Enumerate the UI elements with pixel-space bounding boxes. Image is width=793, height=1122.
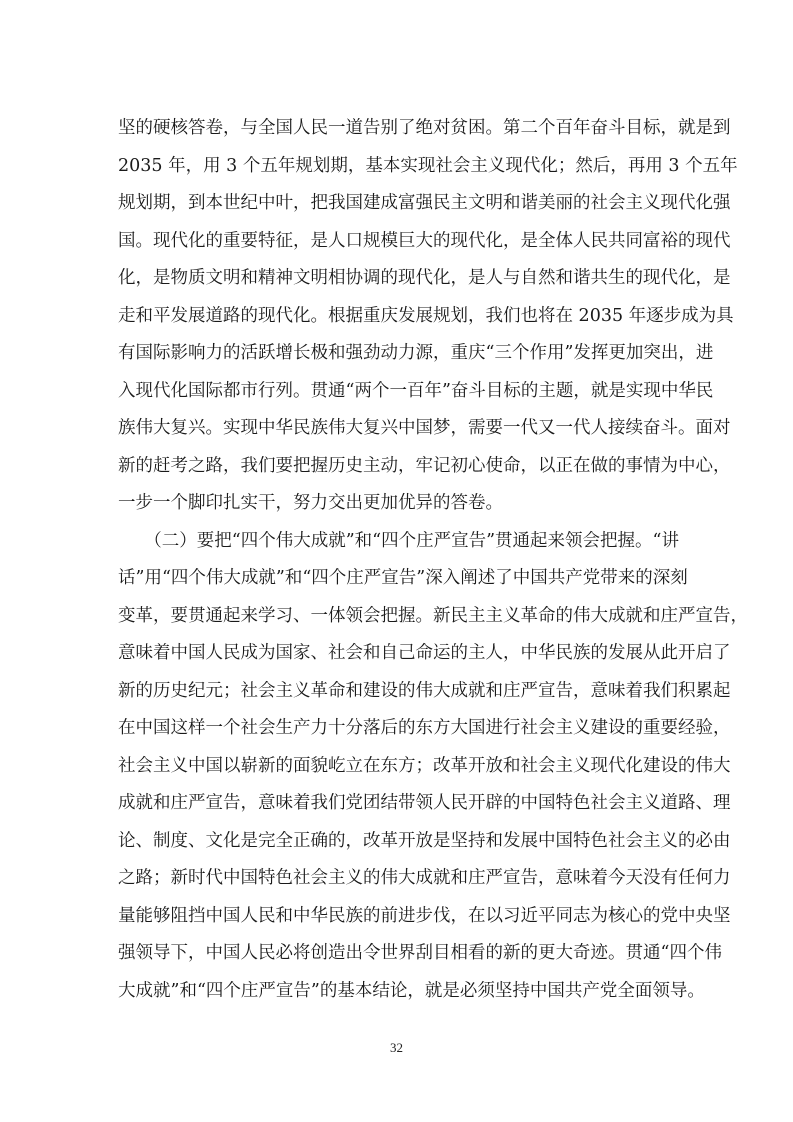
text-line: （二）要把“四个伟大成就”和“四个庄严宣告”贯通起来领会把握。“讲 [118,530,679,551]
document-body [118,110,748,1010]
text-line: 成就和庄严宣告，意味着我们党团结带领人民开辟的中国特色社会主义道路、理 [118,793,731,813]
text-line: 之路；新时代中国特色社会主义的伟大成就和庄严宣告，意味着今天没有任何力 [118,868,731,888]
text-line: 大成就”和“四个庄严宣告”的基本结论，就是必须坚持中国共产党全面领导。 [118,980,705,1001]
text-line: 新的历史纪元；社会主义革命和建设的伟大成就和庄严宣告，意味着我们积累起 [118,680,731,701]
text-line: 入现代化国际都市行列。贯通“两个一百年”奋斗目标的主题，就是实现中华民 [118,380,714,401]
paragraph-1 [118,110,738,523]
paragraph-2 [118,523,748,1011]
text-line: 新的赶考之路，我们要把握历史主动，牢记初心使命，以正在做的事情为中心， [118,455,731,476]
text-line: 有国际影响力的活跃增长极和强劲动力源，重庆“三个作用”发挥更加突出，进 [118,343,714,363]
text-line: 坚的硬核答卷，与全国人民一道告别了绝对贫困。第二个百年奋斗目标，就是到 [118,118,731,138]
text-line: 2035 年，用 3 个五年规划期，基本实现社会主义现代化；然后，再用 3 个五年 [118,155,738,176]
text-line: 规划期，到本世纪中叶，把我国建成富强民主文明和谐美丽的社会主义现代化强 [118,193,731,213]
text-line: 在中国这样一个社会生产力十分落后的东方大国进行社会主义建设的重要经验， [118,718,731,738]
text-line: 强领导下，中国人民必将创造出令世界刮目相看的新的更大奇迹。贯通“四个伟 [118,943,722,963]
text-line: 量能够阻挡中国人民和中华民族的前进步伐，在以习近平同志为核心的党中央坚 [118,905,731,926]
text-line: 论、制度、文化是完全正确的，改革开放是坚持和发展中国特色社会主义的必由 [118,830,731,851]
text-line: 国。现代化的重要特征，是人口规模巨大的现代化，是全体人民共同富裕的现代 [118,230,731,251]
text-line: 话”用“四个伟大成就”和“四个庄严宣告”深入阐述了中国共产党带来的深刻 [118,568,688,588]
text-line: 社会主义中国以崭新的面貌屹立在东方；改革开放和社会主义现代化建设的伟大 [118,755,731,776]
text-line: 一步一个脚印扎实干，努力交出更加优异的答卷。 [118,493,503,513]
text-line: 族伟大复兴。实现中华民族伟大复兴中国梦，需要一代又一代人接续奋斗。面对 [118,418,731,438]
text-line: 化，是物质文明和精神文明相协调的现代化，是人与自然和谐共生的现代化，是 [118,268,731,288]
text-line: 意味着中国人民成为国家、社会和自己命运的主人，中华民族的发展从此开启了 [118,643,731,663]
page-number: 32 [390,1040,403,1055]
text-line: 走和平发展道路的现代化。根据重庆发展规划，我们也将在 2035 年逐步成为具 [118,305,734,326]
text-line: 变革，要贯通起来学习、一体领会把握。新民主主义革命的伟大成就和庄严宣告， [118,605,748,626]
